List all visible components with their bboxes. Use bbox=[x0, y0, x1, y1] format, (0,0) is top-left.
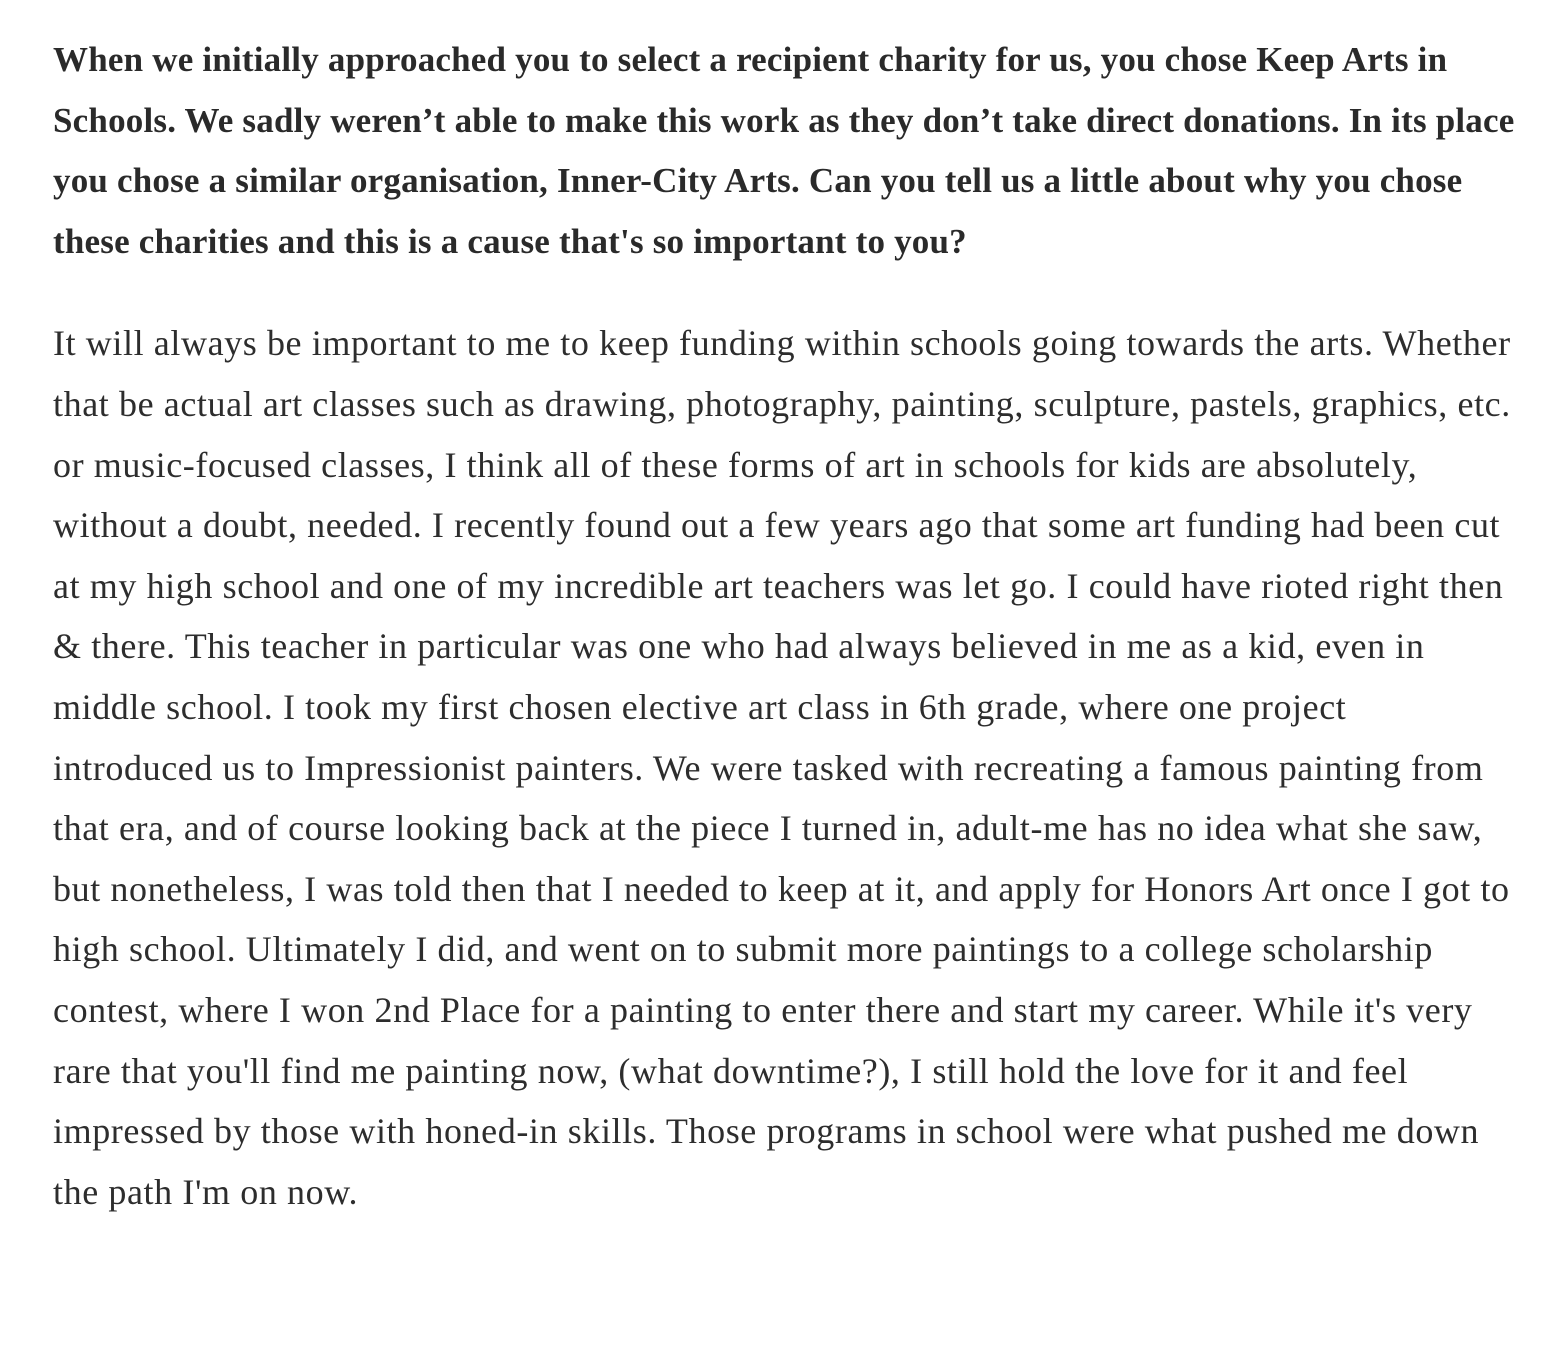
interview-answer: It will always be important to me to keep funding within schools going towards the arts. Whether that be actual art classes such as drawing, photography, painting, sculpture, pastels, graphics, etc. or music-focused classes, I think all of these forms of art in schools for kids are absolutely, without a doubt, needed. I recently found out a few years ago that some art funding had been cut at my high school and one of my incredible art teachers was let go. I could have rioted right then & there. This teacher in particular was one who had always believed in me as a kid, even in middle school. I took my first chosen elective art class in 6th grade, where one project introduced us to Impressionist painters. We were tasked with recreating a famous painting from that era, and of course looking back at the piece I turned in, adult-me has no idea what she saw, but nonetheless, I was told then that I needed to keep at it, and apply for Honors Art once I got to high school. Ultimately I did, and went on to submit more paintings to a college scholarship contest, where I won 2nd Place for a painting to enter there and start my career. While it's very rare that you'll find me painting now, (what downtime?), I still hold the love for it and feel impressed by those with honed-in skills. Those programs in school were what pushed me down the path I'm on now. bbox=[53, 323, 1511, 1212]
interview-question: When we initially approached you to select a recipient charity for us, you chose Keep Arts in Schools. We sadly weren’t able to make this work as they don’t take direct donations. In its place you chose a similar organisation, Inner-City Arts. Can you tell us a little about why you chose these charities and this is a cause that's so important to you? bbox=[53, 40, 1515, 261]
